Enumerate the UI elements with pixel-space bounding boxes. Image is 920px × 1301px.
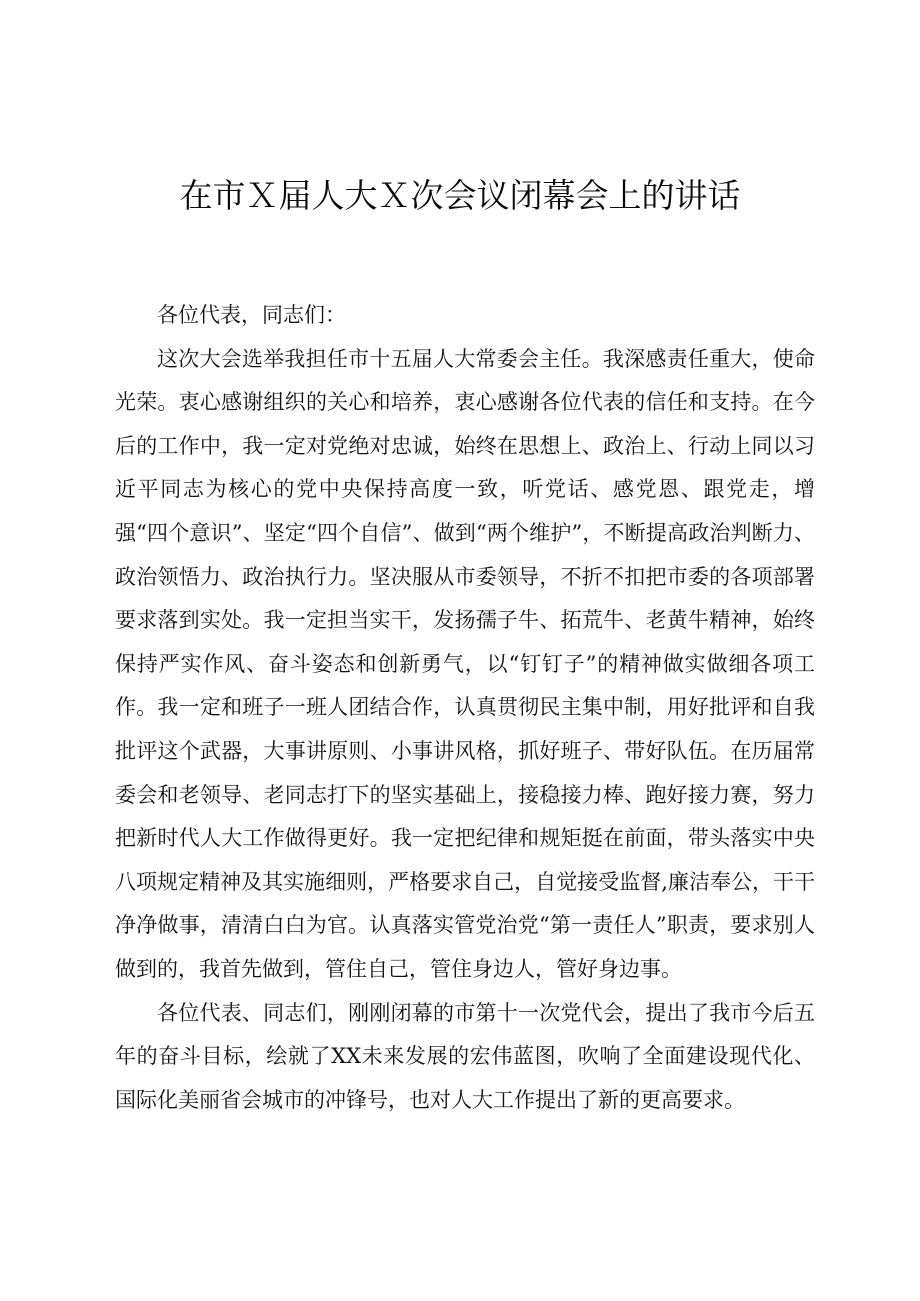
document-body (115, 294, 815, 1122)
document-title: 在市Ｘ届人大Ｘ次会议闭幕会上的讲话 (179, 176, 741, 215)
paragraph-1: 这次大会选举我担任市十五届人大常委会主任。我深感责任重大，使命光荣。衷心感谢组织的关心和培养，衷心感谢各位代表的信任和支持。在今后的工作中，我一定对党绝对忠诚，始终在思想上、政治上、行动上同以习近平同志为核心的党中央保持高度一致，听党话、感党恩、跟党走，增强“四个意识”、坚定“四个自信”、做到“两个维护”，不断提高政治判断力、政治领悟力、政治执行力。坚决服从市委领导，不折不扣把市委的各项部署要求落到实处。我一定担当实干，发扬孺子牛、拓荒牛、老黄牛精神，始终保持严实作风、奋斗姿态和创新勇气，以“钉钉子”的精神做实做细各项工作。我一定和班子一班人团结合作，认真贯彻民主集中制，用好批评和自我批评这个武器，大事讲原则、小事讲风格，抓好班子、带好队伍。在历届常委会和老领导、老同志打下的坚实基础上，接稳接力棒、跑好接力赛，努力把新时代人大工作做得更好。我一定把纪律和规矩挺在前面，带头落实中央八项规定精神及其实施细则，严格要求自己，自觉接受监督,廉洁奉公，干干净净做事，清清白白为官。认真落实管党治党“第一责任人”职责，要求别人做到的，我首先做到，管住自己，管住身边人，管好身边事。 (115, 346, 815, 981)
paragraph-2: 各位代表、同志们，刚刚闭幕的市第十一次党代会，提出了我市今后五年的奋斗目标，绘就了XX未来发展的宏伟蓝图，吹响了全面建设现代化、国际化美丽省会城市的冲锋号，也对人大工作提出了新的更高要求。 (115, 1000, 815, 1112)
salutation: 各位代表，同志们： (157, 303, 346, 327)
